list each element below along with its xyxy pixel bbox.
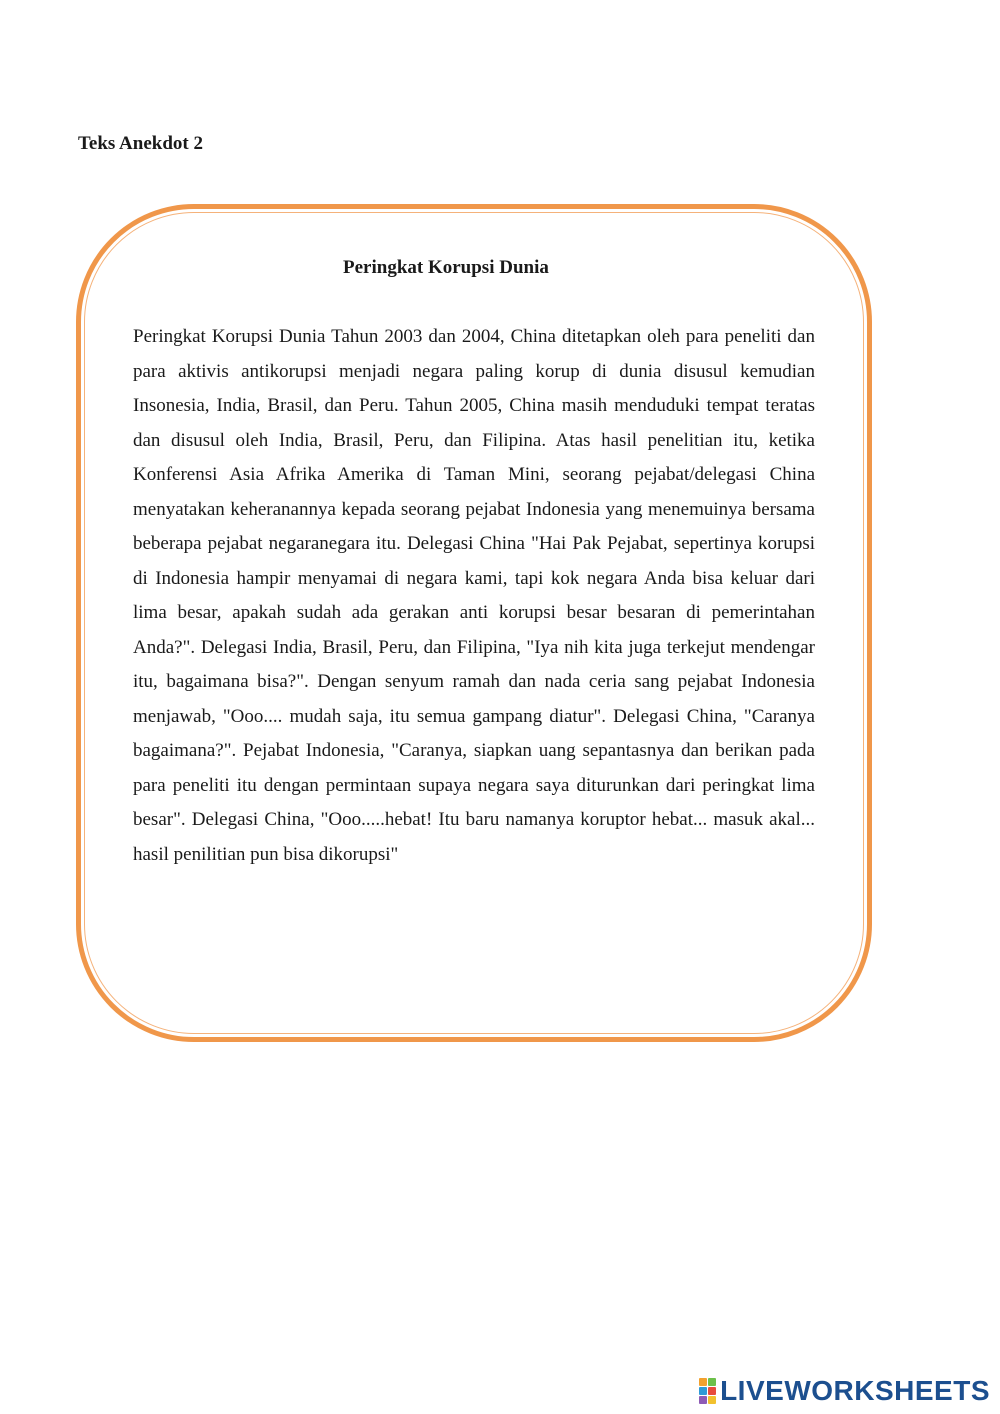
logo-square bbox=[708, 1378, 716, 1386]
story-title: Peringkat Korupsi Dunia bbox=[343, 257, 549, 278]
logo-square bbox=[708, 1396, 716, 1404]
page-heading: Teks Anekdot 2 bbox=[78, 133, 203, 154]
logo-square bbox=[699, 1387, 707, 1395]
watermark-text: LIVEWORKSHEETS bbox=[720, 1375, 990, 1406]
story-body: Peringkat Korupsi Dunia Tahun 2003 dan 2004, China ditetapkan oleh para peneliti dan para aktivis antikorupsi menjadi negara paling korup di dunia disusul kemudian Insonesia, India, Brasil, dan Peru. Tahun 2005, China masih menduduki tempat teratas dan disusul oleh India, Brasil, Peru, dan Filipina. Atas hasil penelitian itu, ketika Konferensi Asia Afrika Amerika di Taman Mini, seorang pejabat/delegasi China menyatakan keheranannya kepada seorang pejabat Indonesia yang menemuinya bersama beberapa pejabat negaranegara itu. Delegasi China "Hai Pak Pejabat, sepertinya korupsi di Indonesia hampir menyamai di negara kami, tapi kok negara Anda bisa keluar dari lima besar, apakah sudah ada gerakan anti korupsi besar besaran di pemerintahan Anda?". Delegasi India, Brasil, Peru, dan Filipina, "Iya nih kita juga terkejut mendengar itu, bagaimana bisa?". Dengan senyum ramah dan nada ceria sang pejabat Indonesia menjawab, "Ooo.... mudah saja, itu semua gampang diatur". Delegasi China, "Caranya bagaimana?". Pejabat Indonesia, "Caranya, siapkan uang sepantasnya dan berikan pada para peneliti itu dengan permintaan supaya negara saya diturunkan dari peringkat lima besar". Delegasi China, "Ooo.....hebat! Itu baru namanya koruptor hebat... masuk akal... hasil penilitian pun bisa dikorupsi" bbox=[133, 326, 815, 865]
logo-square bbox=[699, 1396, 707, 1404]
logo-square bbox=[699, 1378, 707, 1386]
liveworksheets-logo-icon bbox=[699, 1378, 716, 1404]
liveworksheets-watermark bbox=[699, 1376, 990, 1406]
logo-square bbox=[708, 1387, 716, 1395]
